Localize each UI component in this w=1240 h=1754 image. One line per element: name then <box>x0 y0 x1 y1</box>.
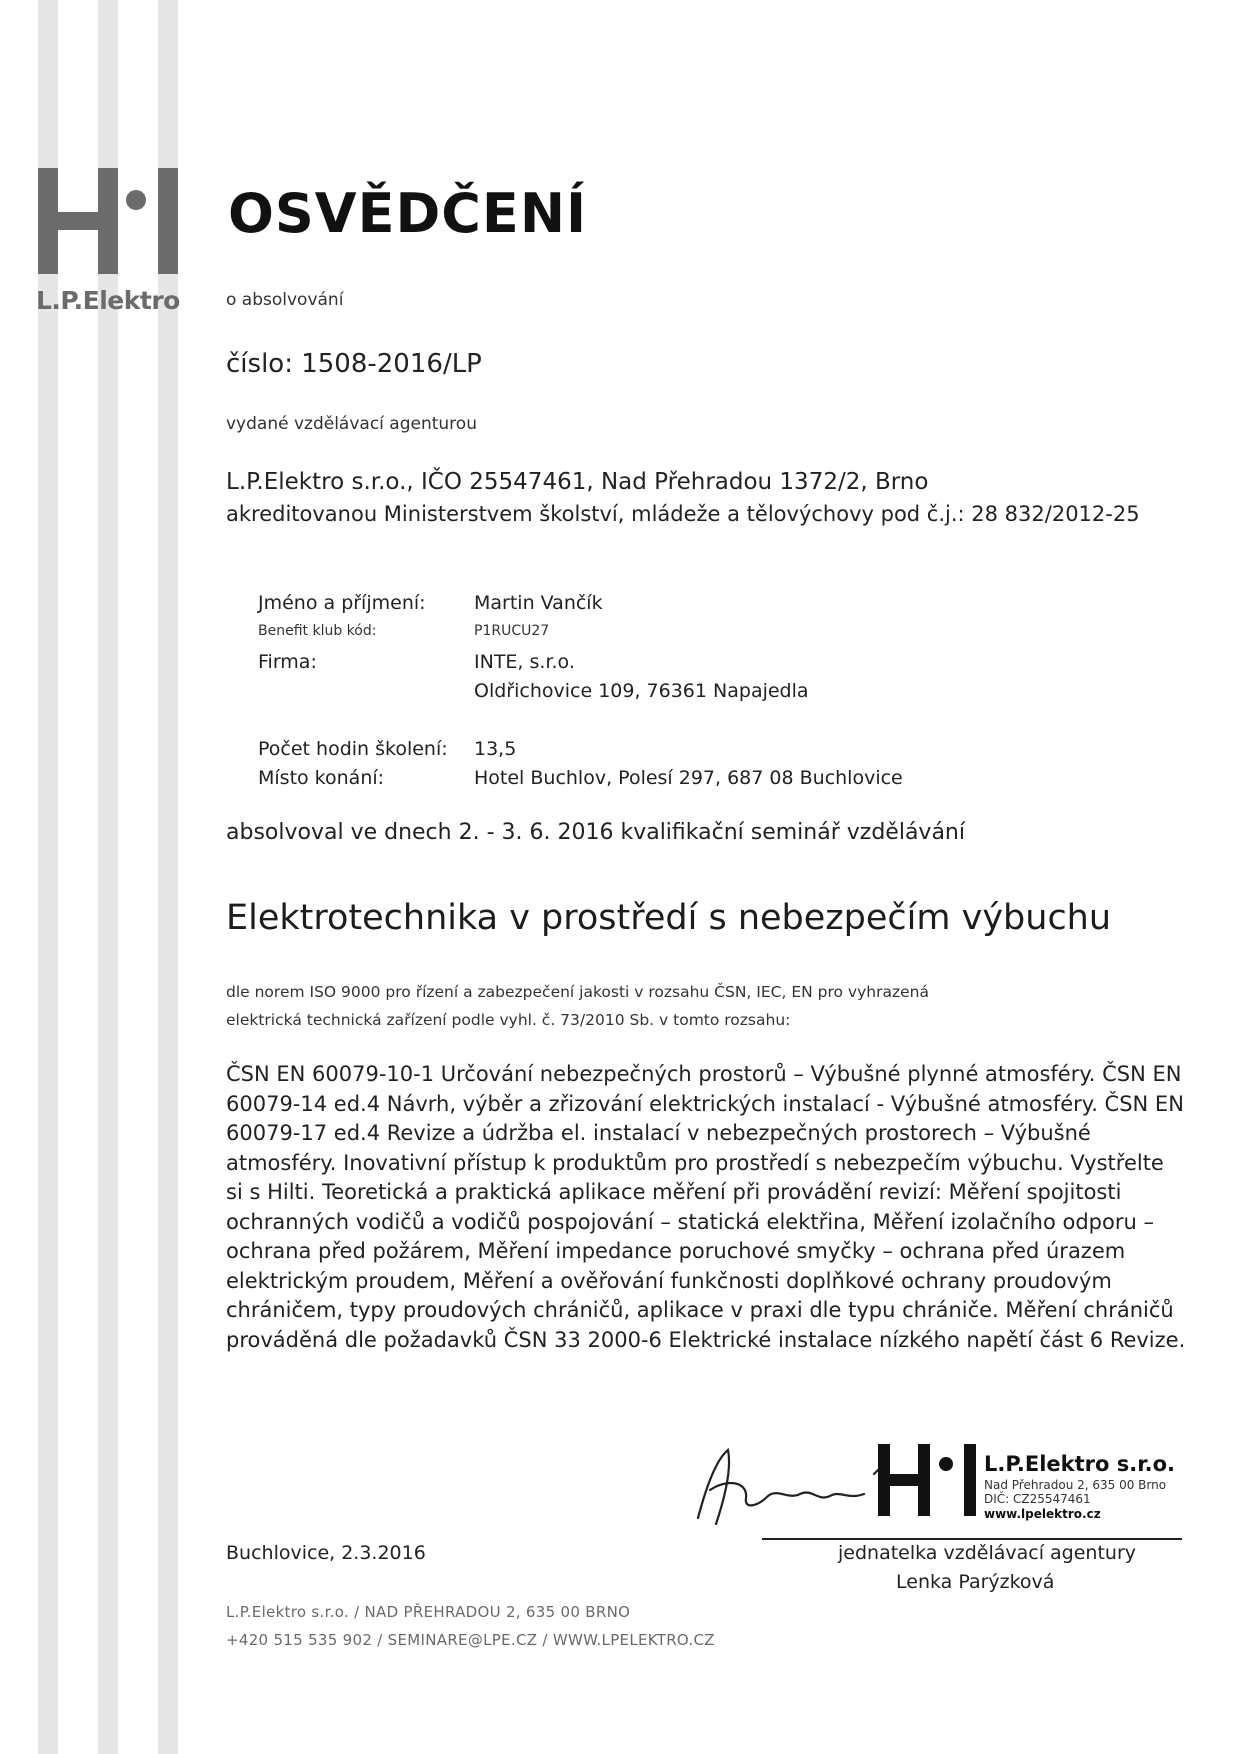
company-label: Firma: <box>258 651 317 673</box>
handwritten-signature <box>688 1440 888 1530</box>
signer-name: Lenka Parýzková <box>896 1571 1055 1593</box>
certificate-number: číslo: 1508-2016/LP <box>226 349 482 379</box>
page-title: OSVĚDČENÍ <box>228 182 588 245</box>
signer-role: jednatelka vzdělávací agentury <box>838 1542 1137 1564</box>
stamp-dic: DIČ: CZ25547461 <box>984 1492 1091 1506</box>
hours-label: Počet hodin školení: <box>258 738 448 760</box>
name-label: Jméno a příjmení: <box>258 592 426 614</box>
venue-value: Hotel Buchlov, Polesí 297, 687 08 Buchlovice <box>474 767 903 789</box>
agency-line-2: akreditovanou Ministerstvem školství, mládeže a tělovýchovy pod č.j.: 28 832/2012-25 <box>226 502 1140 526</box>
norms-line-2: elektrická technická zařízení podle vyhl. č. 73/2010 Sb. v tomto rozsahu: <box>226 1011 791 1029</box>
company-address: Oldřichovice 109, 76361 Napajedla <box>474 680 809 702</box>
stamp-company: L.P.Elektro s.r.o. <box>984 1452 1175 1476</box>
benefit-label: Benefit klub kód: <box>258 623 377 639</box>
company-value: INTE, s.r.o. <box>474 651 575 673</box>
stamp-web: www.lpelektro.cz <box>984 1507 1101 1521</box>
hours-value: 13,5 <box>474 738 517 760</box>
subtitle: o absolvování <box>226 290 344 310</box>
stamp-address: Nad Přehradou 2, 635 00 Brno <box>984 1478 1167 1492</box>
benefit-code: P1RUCU27 <box>474 623 550 639</box>
footer-address: L.P.Elektro s.r.o. / NAD PŘEHRADOU 2, 635 00 BRNO <box>226 1603 631 1621</box>
place-date: Buchlovice, 2.3.2016 <box>226 1542 426 1564</box>
footer-contacts: +420 515 535 902 / SEMINARE@LPE.CZ / WWW.LPELEKTRO.CZ <box>226 1631 715 1649</box>
stamp-logo <box>878 1444 978 1516</box>
signature-line <box>762 1538 1182 1540</box>
name-value: Martin Vančík <box>474 592 603 614</box>
venue-label: Místo konání: <box>258 767 385 789</box>
agency-line-1: L.P.Elektro s.r.o., IČO 25547461, Nad Přehradou 1372/2, Brno <box>226 469 929 495</box>
lp-elektro-logo <box>38 168 178 274</box>
course-scope: ČSN EN 60079-10-1 Určování nebezpečných prostorů – Výbušné plynné atmosféry. ČSN EN 60079-14 ed.4 Návrh, výběr a zřizování elektrických instalací - Výbušné atmosféry. ČSN EN 60079-17 ed.4 Revize a údržba el. instalací v nebezpečných prostorech – Výbušné atmosféry. Inovativní přístup k produktům pro prostředí s nebezpečím výbuchu. Vystřelte si s Hilti. Teoretická a praktická aplikace měření při provádění revizí: Měření spojitosti ochranných vodičů a vodičů pospojování – statická elektřina, Měření izolačního odporu – ochrana před požárem, Měření impedance poruchové smyčky – ochrana před úrazem elektrickým proudem, Měření a ověřování funkčnosti doplňkové ochrany proudovým chráničem, typy proudových chráničů, aplikace v praxi dle typu chrániče. Měření chráničů prováděná dle požadavků ČSN 33 2000-6 Elektrické instalace nízkého napětí část 6 Revize. <box>226 1062 1186 1352</box>
completion-statement: absolvoval ve dnech 2. - 3. 6. 2016 kvalifikační seminář vzdělávání <box>226 820 965 845</box>
issued-by-label: vydané vzdělávací agenturou <box>226 414 477 434</box>
logo-text: L.P.Elektro <box>36 286 180 315</box>
course-title: Elektrotechnika v prostředí s nebezpečím výbuchu <box>226 898 1112 938</box>
norms-line-1: dle norem ISO 9000 pro řízení a zabezpečení jakosti v rozsahu ČSN, IEC, EN pro vyhrazená <box>226 983 929 1001</box>
